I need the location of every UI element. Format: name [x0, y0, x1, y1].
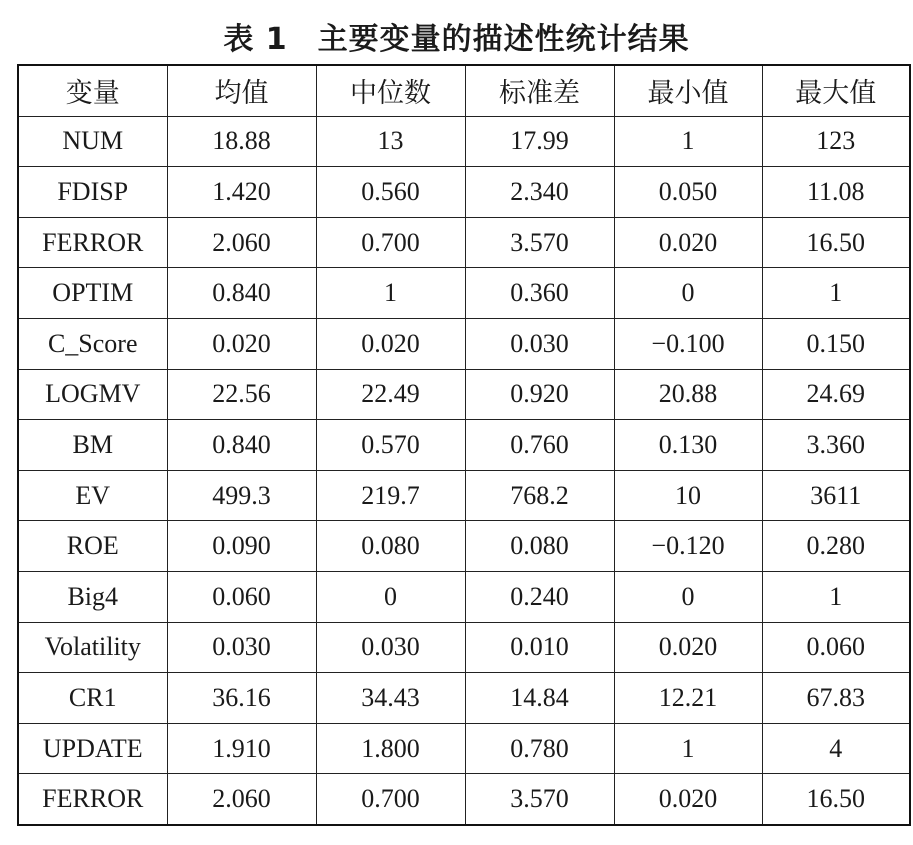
table-row [18, 521, 910, 572]
min-cell: −0.100 [614, 318, 762, 369]
variable-cell: C_Score [18, 318, 167, 369]
table-title: 主要变量的描述性统计结果 [317, 22, 690, 57]
std-cell: 0.030 [465, 318, 614, 369]
median-cell: 1.800 [316, 723, 465, 774]
table-row [18, 774, 910, 825]
variable-cell: FERROR [18, 774, 167, 825]
header-row [18, 65, 910, 116]
table-row [18, 318, 910, 369]
table-row [18, 420, 910, 471]
min-cell: 1 [614, 116, 762, 167]
min-cell: 0.130 [614, 420, 762, 471]
std-cell: 0.360 [465, 268, 614, 319]
median-cell: 1 [316, 268, 465, 319]
min-cell: 0.020 [614, 217, 762, 268]
header-variable: 变量 [18, 65, 167, 116]
variable-cell: FERROR [18, 217, 167, 268]
std-cell: 17.99 [465, 116, 614, 167]
std-cell: 768.2 [465, 470, 614, 521]
max-cell: 1 [762, 268, 910, 319]
max-cell: 0.280 [762, 521, 910, 572]
min-cell: −0.120 [614, 521, 762, 572]
std-cell: 0.080 [465, 521, 614, 572]
table-row [18, 470, 910, 521]
std-cell: 3.570 [465, 217, 614, 268]
max-cell: 3.360 [762, 420, 910, 471]
max-cell: 123 [762, 116, 910, 167]
min-cell: 0 [614, 268, 762, 319]
header-median: 中位数 [316, 65, 465, 116]
max-cell: 11.08 [762, 167, 910, 218]
min-cell: 20.88 [614, 369, 762, 420]
table-body [18, 116, 910, 825]
mean-cell: 1.420 [167, 167, 316, 218]
variable-cell: ROE [18, 521, 167, 572]
table-row [18, 622, 910, 673]
mean-cell: 36.16 [167, 673, 316, 724]
max-cell: 24.69 [762, 369, 910, 420]
mean-cell: 0.030 [167, 622, 316, 673]
median-cell: 0.080 [316, 521, 465, 572]
mean-cell: 0.060 [167, 571, 316, 622]
max-cell: 0.150 [762, 318, 910, 369]
median-cell: 0.700 [316, 217, 465, 268]
header-std: 标准差 [465, 65, 614, 116]
min-cell: 0.020 [614, 622, 762, 673]
table-row [18, 167, 910, 218]
min-cell: 1 [614, 723, 762, 774]
std-cell: 14.84 [465, 673, 614, 724]
min-cell: 12.21 [614, 673, 762, 724]
std-cell: 0.760 [465, 420, 614, 471]
table-number: 表 1 [223, 22, 288, 57]
median-cell: 0.570 [316, 420, 465, 471]
mean-cell: 0.020 [167, 318, 316, 369]
variable-cell: OPTIM [18, 268, 167, 319]
max-cell: 0.060 [762, 622, 910, 673]
std-cell: 0.010 [465, 622, 614, 673]
mean-cell: 499.3 [167, 470, 316, 521]
variable-cell: LOGMV [18, 369, 167, 420]
std-cell: 0.240 [465, 571, 614, 622]
table-row [18, 673, 910, 724]
variable-cell: FDISP [18, 167, 167, 218]
min-cell: 0.020 [614, 774, 762, 825]
max-cell: 16.50 [762, 217, 910, 268]
median-cell: 0.700 [316, 774, 465, 825]
mean-cell: 0.840 [167, 268, 316, 319]
median-cell: 34.43 [316, 673, 465, 724]
median-cell: 0.030 [316, 622, 465, 673]
median-cell: 0 [316, 571, 465, 622]
variable-cell: BM [18, 420, 167, 471]
mean-cell: 22.56 [167, 369, 316, 420]
median-cell: 0.020 [316, 318, 465, 369]
variable-cell: Volatility [18, 622, 167, 673]
median-cell: 219.7 [316, 470, 465, 521]
variable-cell: EV [18, 470, 167, 521]
header-min: 最小值 [614, 65, 762, 116]
variable-cell: CR1 [18, 673, 167, 724]
std-cell: 2.340 [465, 167, 614, 218]
mean-cell: 1.910 [167, 723, 316, 774]
std-cell: 3.570 [465, 774, 614, 825]
mean-cell: 18.88 [167, 116, 316, 167]
mean-cell: 2.060 [167, 774, 316, 825]
mean-cell: 0.840 [167, 420, 316, 471]
mean-cell: 2.060 [167, 217, 316, 268]
descriptive-stats-table [17, 64, 911, 826]
median-cell: 22.49 [316, 369, 465, 420]
std-cell: 0.920 [465, 369, 614, 420]
variable-cell: UPDATE [18, 723, 167, 774]
max-cell: 1 [762, 571, 910, 622]
table-row [18, 116, 910, 167]
mean-cell: 0.090 [167, 521, 316, 572]
min-cell: 0.050 [614, 167, 762, 218]
max-cell: 4 [762, 723, 910, 774]
table-row [18, 369, 910, 420]
header-mean: 均值 [167, 65, 316, 116]
table-row [18, 723, 910, 774]
header-max: 最大值 [762, 65, 910, 116]
table-caption [0, 14, 913, 58]
max-cell: 67.83 [762, 673, 910, 724]
table-row [18, 217, 910, 268]
min-cell: 10 [614, 470, 762, 521]
max-cell: 16.50 [762, 774, 910, 825]
variable-cell: Big4 [18, 571, 167, 622]
min-cell: 0 [614, 571, 762, 622]
table-row [18, 268, 910, 319]
std-cell: 0.780 [465, 723, 614, 774]
median-cell: 0.560 [316, 167, 465, 218]
median-cell: 13 [316, 116, 465, 167]
variable-cell: NUM [18, 116, 167, 167]
max-cell: 3611 [762, 470, 910, 521]
table-row [18, 571, 910, 622]
